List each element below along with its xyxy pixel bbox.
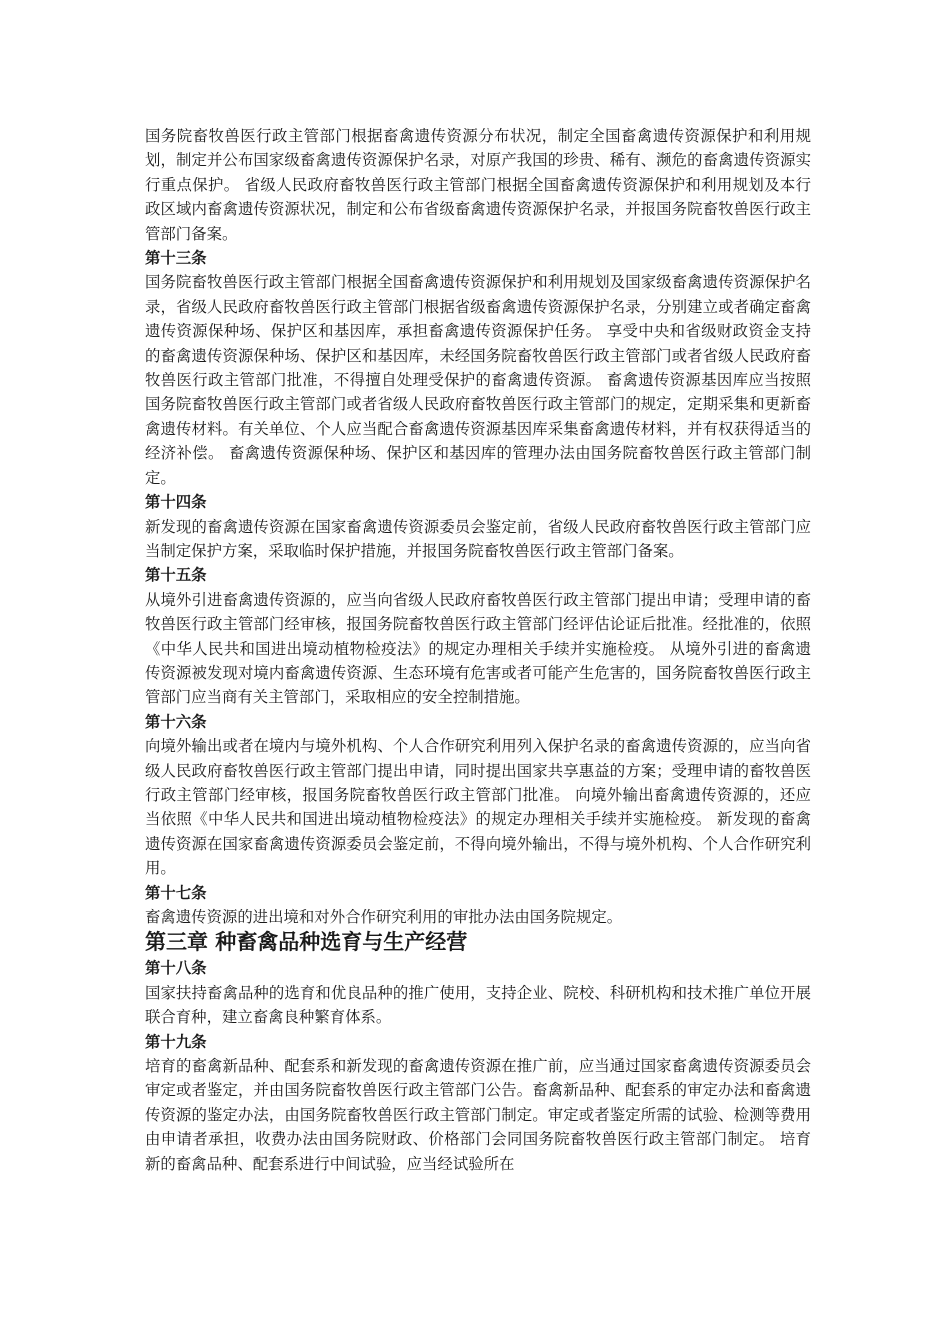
- article-heading-19: 第十九条: [145, 1032, 207, 1051]
- paragraph-art15: 从境外引进畜禽遗传资源的，应当向省级人民政府畜牧兽医行政主管部门提出申请；受理申请的畜牧兽医行政主管部门经审核，报国务院畜牧兽医行政主管部门经评估论证后批准。经批准的，依照《中华人民共和国进出境动植物检疫法》的规定办理相关手续并实施检疫。 从境外引进的畜禽遗传资源被发现对境内畜禽遗传资源、生态环境有危害或者可能产生危害的，国务院畜牧兽医行政主管部门应当商有关主管部门，采取相应的安全控制措施。: [145, 590, 811, 707]
- article-heading-15: 第十五条: [145, 566, 207, 585]
- article-heading-13: 第十三条: [145, 249, 207, 268]
- chapter-heading-3: 第三章 种畜禽品种选育与生产经营: [145, 930, 468, 955]
- article-heading-17: 第十七条: [145, 883, 207, 902]
- paragraph-art16: 向境外输出或者在境内与境外机构、个人合作研究利用列入保护名录的畜禽遗传资源的，应当向省级人民政府畜牧兽医行政主管部门提出申请，同时提出国家共享惠益的方案；受理申请的畜牧兽医行政主管部门经审核，报国务院畜牧兽医行政主管部门批准。 向境外输出畜禽遗传资源的，还应当依照《中华人民共和国进出境动植物检疫法》的规定办理相关手续并实施检疫。 新发现的畜禽遗传资源在国家畜禽遗传资源委员会鉴定前，不得向境外输出，不得与境外机构、个人合作研究利用。: [145, 737, 811, 878]
- paragraph-art18: 国家扶持畜禽品种的选育和优良品种的推广使用，支持企业、院校、科研机构和技术推广单位开展联合育种，建立畜禽良种繁育体系。: [145, 983, 811, 1027]
- paragraph-art19: 培育的畜禽新品种、配套系和新发现的畜禽遗传资源在推广前，应当通过国家畜禽遗传资源委员会审定或者鉴定，并由国务院畜牧兽医行政主管部门公告。畜禽新品种、配套系的审定办法和畜禽遗传资源的鉴定办法，由国务院畜牧兽医行政主管部门制定。审定或者鉴定所需的试验、检测等费用由申请者承担，收费办法由国务院财政、价格部门会同国务院畜牧兽医行政主管部门制定。 培育新的畜禽品种、配套系进行中间试验，应当经试验所在: [145, 1057, 811, 1173]
- paragraph-art13: 国务院畜牧兽医行政主管部门根据全国畜禽遗传资源保护和利用规划及国家级畜禽遗传资源保护名录，省级人民政府畜牧兽医行政主管部门根据省级畜禽遗传资源保护名录，分别建立或者确定畜禽遗传资源保种场、保护区和基因库，承担畜禽遗传资源保护任务。 享受中央和省级财政资金支持的畜禽遗传资源保种场、保护区和基因库，未经国务院畜牧兽医行政主管部门或者省级人民政府畜牧兽医行政主管部门批准，不得擅自处理受保护的畜禽遗传资源。 畜禽遗传资源基因库应当按照国务院畜牧兽医行政主管部门或者省级人民政府畜牧兽医行政主管部门的规定，定期采集和更新畜禽遗传材料。有关单位、个人应当配合畜禽遗传资源基因库采集畜禽遗传材料，并有权获得适当的经济补偿。 畜禽遗传资源保种场、保护区和基因库的管理办法由国务院畜牧兽医行政主管部门制定。: [145, 273, 811, 487]
- article-heading-16: 第十六条: [145, 712, 207, 731]
- article-heading-18: 第十八条: [145, 959, 207, 978]
- paragraph-art14: 新发现的畜禽遗传资源在国家畜禽遗传资源委员会鉴定前，省级人民政府畜牧兽医行政主管部门应当制定保护方案，采取临时保护措施，并报国务院畜牧兽医行政主管部门备案。: [145, 517, 811, 560]
- paragraph-art12: 国务院畜牧兽医行政主管部门根据畜禽遗传资源分布状况，制定全国畜禽遗传资源保护和利用规划，制定并公布国家级畜禽遗传资源保护名录，对原产我国的珍贵、稀有、濒危的畜禽遗传资源实行重点保护。 省级人民政府畜牧兽医行政主管部门根据全国畜禽遗传资源保护和利用规划及本行政区域内畜禽遗传资源状况，制定和公布省级畜禽遗传资源保护名录，并报国务院畜牧兽医行政主管部门备案。: [145, 127, 811, 243]
- paragraph-art17: 畜禽遗传资源的进出境和对外合作研究利用的审批办法由国务院规定。: [145, 908, 623, 926]
- document-page: [145, 124, 811, 1176]
- article-heading-14: 第十四条: [145, 493, 207, 512]
